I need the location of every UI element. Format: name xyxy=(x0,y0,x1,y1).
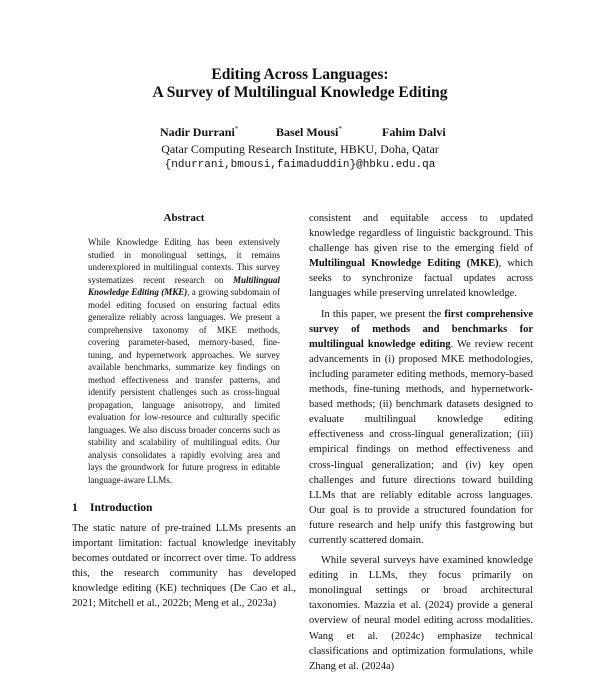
abstract-emphasis: Multilingual Knowledge Editing (MKE) xyxy=(88,274,280,297)
right-paragraph-1: consistent and equitable access to updated knowledge regardless of linguistic background. This challenge has given rise to the emerging field of Multilingual Knowledge Editing (MKE), which seeks to synchronize factual updates across languages while preserving unrelated knowledge. xyxy=(309,213,533,300)
affiliation: Qatar Computing Research Institute, HBKU, Doha, Qatar xyxy=(161,142,439,156)
author-3: Fahim Dalvi xyxy=(382,125,446,139)
author-list xyxy=(0,125,600,141)
author-1: Nadir Durrani* xyxy=(160,125,239,139)
author-email[interactable]: {ndurrani,bmousi,faimaduddin}@hbku.edu.qa xyxy=(164,159,436,171)
contribution-highlight: first comprehensive survey of methods and benchmarks for multilingual knowledge editing xyxy=(309,308,533,350)
author-2-mark: * xyxy=(338,125,342,133)
author-1-mark: * xyxy=(234,125,239,133)
paper-title-line2: A Survey of Multilingual Knowledge Editing xyxy=(152,84,448,101)
mke-term: Multilingual Knowledge Editing (MKE) xyxy=(309,258,499,270)
right-column-text xyxy=(309,211,533,674)
right-paragraph-2: In this paper, we present the first comprehensive survey of methods and benchmarks for multilingual knowledge editing. We review recent advancements in (i) proposed MKE methodologies, including parameter editing methods, memory-based methods, fine-tuning methods, and hypernetwork-based methods; (ii) benchmark datasets designed to evaluate multilingual knowledge editing effectiveness and cross-lingual generalization; (iii) empirical findings on method effectiveness and cross-lingual generalization; and (iv) key open challenges and future directions toward building LLMs that are reliably editable across languages. Our goal is to provide a structured foundation for future research and help unify this fastgrowing but currently scattered domain. xyxy=(309,308,533,546)
section-heading-introduction xyxy=(72,502,296,514)
section-title: Introduction xyxy=(90,502,153,514)
paper-title-line1: Editing Across Languages: xyxy=(211,66,389,83)
introduction-paragraph-1: The static nature of pre-trained LLMs presents an important limitation: factual knowledge inevitably becomes outdated or incorrect over time. To address this, the research community has developed knowledge editing (KE) techniques (De Cao et al., 2021; Mitchell et al., 2022b; Meng et al., 2023a) xyxy=(72,523,296,609)
right-paragraph-3: While several surveys have examined knowledge editing in LLMs, they focus primarily on monolingual settings or broad architectural taxonomies. Mazzia et al. (2024) provide a general overview of neural model editing across modalities. Wang et al. (2024c) emphasize technical classifications and optimization formulations, while Zhang et al. (2024a) xyxy=(309,555,533,672)
section-number: 1 xyxy=(72,502,78,514)
abstract-heading: Abstract xyxy=(163,212,205,224)
author-2: Basel Mousi* xyxy=(276,125,342,139)
abstract-body: While Knowledge Editing has been extensively studied in monolingual settings, it remains underexplored in multilingual contexts. This survey systematizes recent research on Multilingual Knowledge Editing (MKE), a growing subdomain of model editing focused on ensuring factual edits generalize reliably across languages. We present a comprehensive taxonomy of MKE methods, covering parameter-based, memory-based, fine-tuning, and hypernetwork approaches. We survey available benchmarks, summarize key findings on method effectiveness and transfer patterns, and identify persistent challenges such as cross-lingual propagation, language anisotropy, and limited evaluation for low-resource and culturally specific languages. We also discuss broader concerns such as stability and scalability of multilingual edits. Our analysis consolidates a rapidly evolving area and lays the groundwork for future progress in editable language-aware LLMs. xyxy=(88,237,280,485)
